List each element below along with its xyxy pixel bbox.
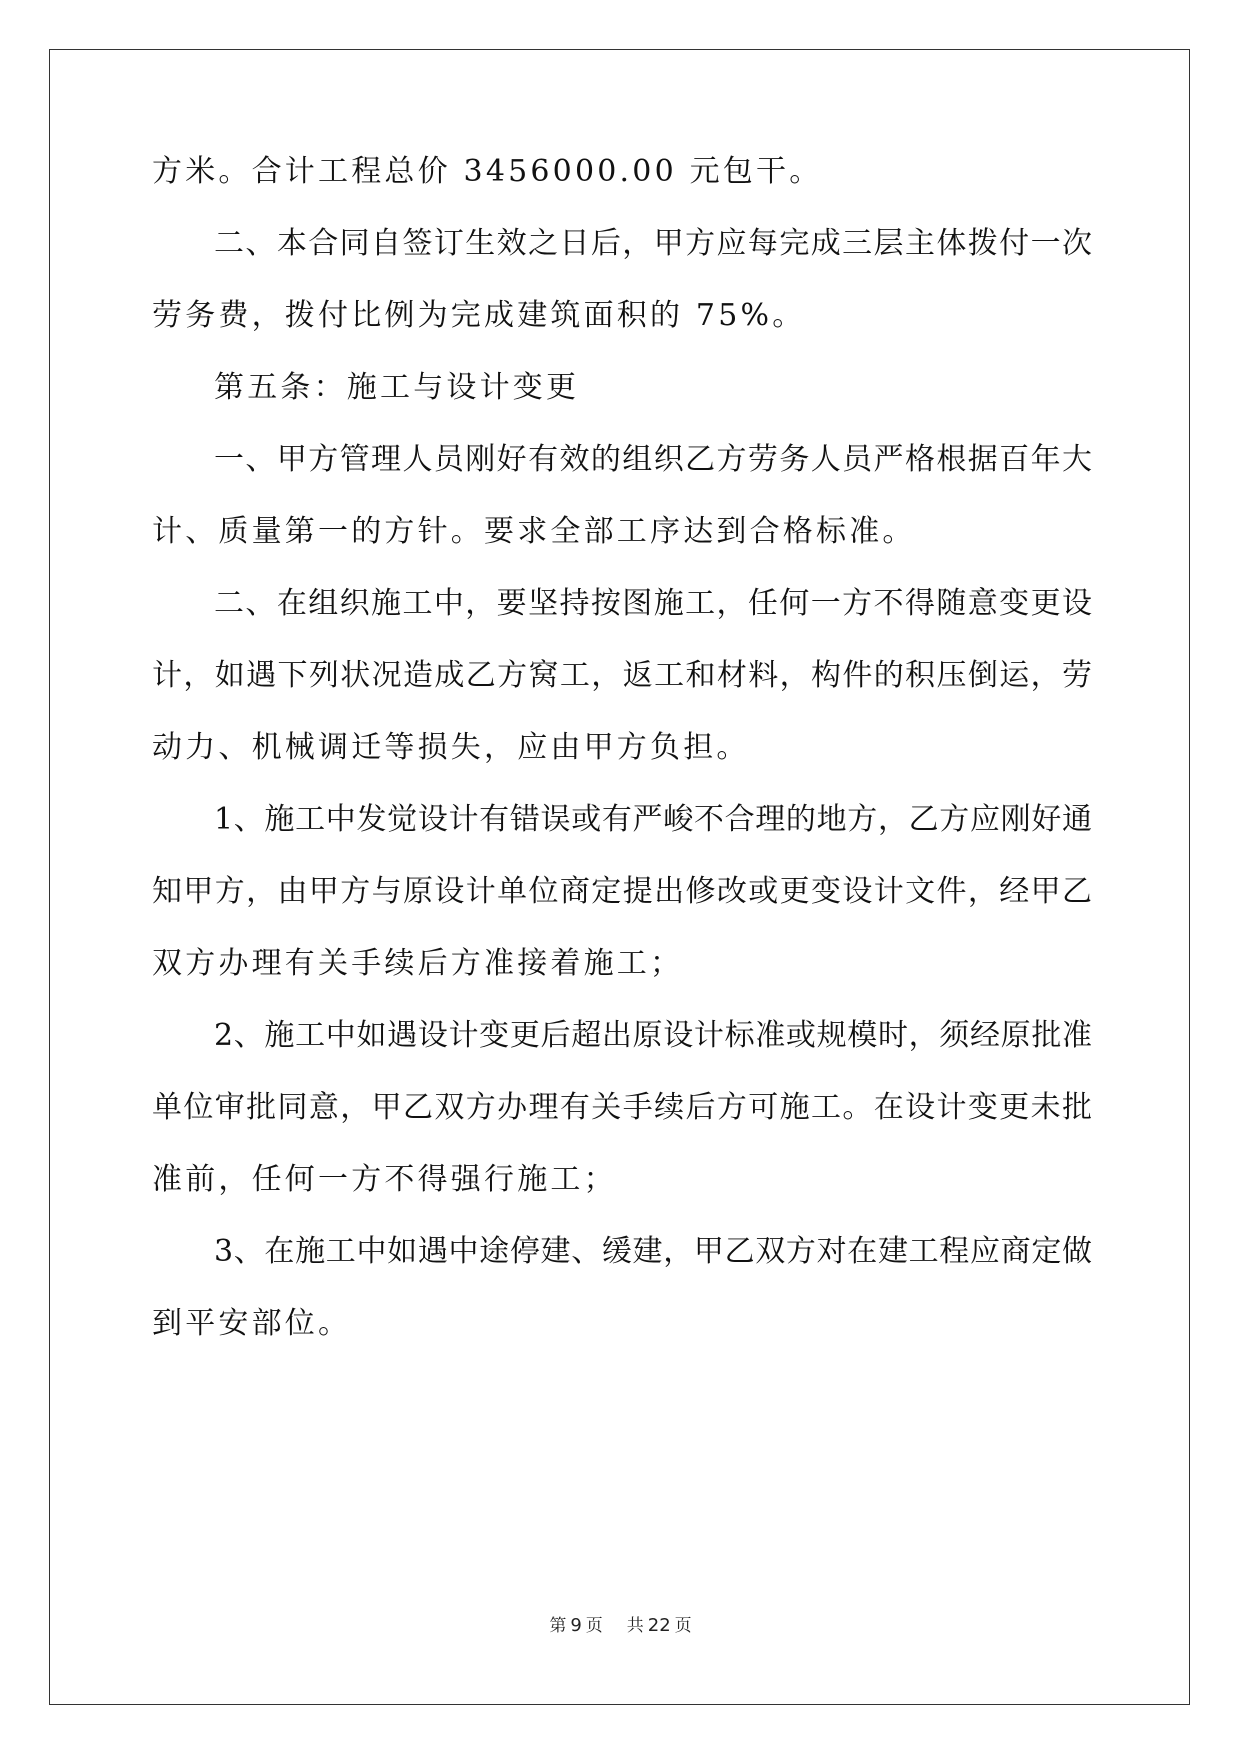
paragraph-line: 计、质量第一的方针。要求全部工序达到合格标准。 [152, 514, 916, 549]
paragraph-line: 双方办理有关手续后方准接着施工； [152, 946, 684, 981]
page-footer [0, 1614, 1241, 1638]
footer-prefix: 第 [549, 1616, 567, 1636]
footer-total-unit: 页 [674, 1616, 692, 1636]
paragraph-line: 单位审批同意，甲乙双方办理有关手续后方可施工。在设计变更未批 [152, 1090, 1092, 1125]
paragraph-line: 准前，任何一方不得强行施工； [152, 1162, 617, 1197]
paragraph-line: 1、施工中发觉设计有错误或有严峻不合理的地方，乙方应刚好通 [214, 802, 1092, 837]
paragraph-line: 2、施工中如遇设计变更后超出原设计标准或规模时，须经原批准 [214, 1018, 1092, 1053]
paragraph-line: 二、本合同自签订生效之日后，甲方应每完成三层主体拨付一次 [214, 226, 1092, 261]
paragraph-line: 3、在施工中如遇中途停建、缓建，甲乙双方对在建工程应商定做 [214, 1234, 1092, 1269]
paragraph-line: 一、甲方管理人员刚好有效的组织乙方劳务人员严格根据百年大 [214, 442, 1092, 477]
paragraph-line: 劳务费，拨付比例为完成建筑面积的 75%。 [152, 298, 806, 333]
paragraph-line: 知甲方，由甲方与原设计单位商定提出修改或更变设计文件，经甲乙 [152, 874, 1092, 909]
section-heading: 第五条：施工与设计变更 [214, 370, 580, 405]
paragraph-line: 二、在组织施工中，要坚持按图施工，任何一方不得随意变更设 [214, 586, 1092, 621]
footer-page-unit: 页 [585, 1616, 603, 1636]
paragraph-line: 计，如遇下列状况造成乙方窝工，返工和材料，构件的积压倒运，劳 [152, 658, 1092, 693]
paragraph-line: 动力、机械调迁等损失，应由甲方负担。 [152, 730, 750, 765]
footer-page-number: 9 [570, 1615, 582, 1636]
paragraph-line: 到平安部位。 [152, 1306, 352, 1341]
footer-total-prefix: 共 [626, 1616, 644, 1636]
paragraph-line: 方米。合计工程总价 3456000.00 元包干。 [152, 154, 823, 189]
footer-total-pages: 22 [647, 1615, 671, 1636]
